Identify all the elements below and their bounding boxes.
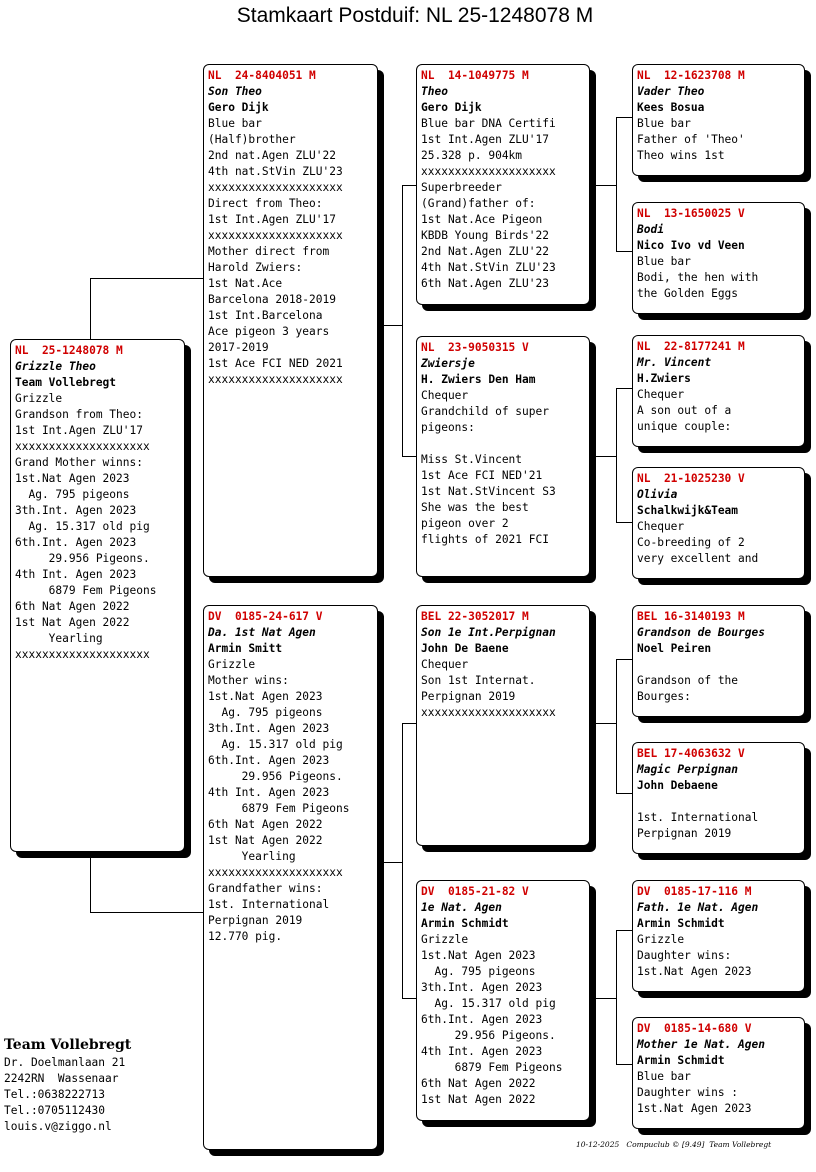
card-detail-line: 3th.Int. Agen 2023 xyxy=(208,722,330,735)
card-detail-line: 2017-2019 xyxy=(208,341,269,354)
card-detail-line: Son 1st Internat. xyxy=(421,674,536,687)
pigeon-name: Fath. 1e Nat. Agen xyxy=(637,901,759,914)
ring-number: NL 13-1650025 V xyxy=(637,207,745,220)
card-detail-line: Father of 'Theo' xyxy=(637,133,745,146)
card-detail-line: 12.770 pig. xyxy=(208,930,283,943)
card-detail-line: 6879 Fem Pigeons xyxy=(208,802,350,815)
card-detail-line: Perpignan 2019 xyxy=(637,827,732,840)
owner-city: 2242RN Wassenaar xyxy=(4,1072,119,1085)
card-detail-line: Chequer xyxy=(637,520,685,533)
card-detail-line: Daughter wins: xyxy=(637,949,732,962)
card-detail-line: Yearling xyxy=(208,850,296,863)
ring-number: BEL 22-3052017 M xyxy=(421,610,529,623)
card-detail-line: Ag. 795 pigeons xyxy=(15,488,130,501)
card-detail-line xyxy=(421,436,585,452)
card-detail-line: 6th.Int. Agen 2023 xyxy=(15,536,137,549)
connector-line xyxy=(90,858,91,913)
pigeon-card-mother-father xyxy=(416,605,590,846)
card-detail-line: 6879 Fem Pigeons xyxy=(421,1061,563,1074)
ring-number: NL 12-1623708 M xyxy=(637,69,745,82)
connector-line xyxy=(616,659,632,660)
card-detail-line: the Golden Eggs xyxy=(637,287,739,300)
connector-line xyxy=(402,185,403,456)
card-detail-line: 1st Ace FCI NED 2021 xyxy=(208,357,343,370)
pigeon-card-mmf xyxy=(632,880,805,992)
card-detail-line: 4th Int. Agen 2023 xyxy=(208,786,330,799)
card-detail-line: 4th Nat.StVin ZLU'23 xyxy=(421,261,556,274)
pigeon-card-subject xyxy=(10,339,185,852)
card-detail-line: xxxxxxxxxxxxxxxxxxxx xyxy=(421,165,556,178)
card-detail-line: 29.956 Pigeons. xyxy=(421,1029,556,1042)
ring-number: NL 23-9050315 V xyxy=(421,341,529,354)
card-detail-line: 29.956 Pigeons. xyxy=(208,770,343,783)
card-detail-line: 29.956 Pigeons. xyxy=(15,552,150,565)
card-detail-line: xxxxxxxxxxxxxxxxxxxx xyxy=(208,866,343,879)
card-detail-line: Blue bar xyxy=(208,117,262,130)
breeder-name: John Debaene xyxy=(637,779,718,792)
pigeon-name: Olivia xyxy=(637,488,678,501)
card-detail-line: 1st.Nat Agen 2023 xyxy=(421,949,536,962)
card-detail-line: 6th.Int. Agen 2023 xyxy=(208,754,330,767)
breeder-name: Schalkwijk&Team xyxy=(637,504,739,517)
owner-phone-2: Tel.:0705112430 xyxy=(4,1104,106,1117)
connector-line xyxy=(90,278,91,340)
card-detail-line: Perpignan 2019 xyxy=(208,914,303,927)
pigeon-card-ffm xyxy=(632,202,805,314)
card-detail-line: Grizzle xyxy=(15,392,63,405)
card-detail-line: Grandfather wins: xyxy=(208,882,323,895)
card-detail-line: 25.328 p. 904km xyxy=(421,149,523,162)
card-detail-line: Blue bar DNA Certifi xyxy=(421,117,556,130)
breeder-name: John De Baene xyxy=(421,642,509,655)
card-detail-line: flights of 2021 FCI xyxy=(421,533,549,546)
card-detail-line: Harold Zwiers: xyxy=(208,261,303,274)
connector-line xyxy=(590,998,616,999)
ring-number: NL 25-1248078 M xyxy=(15,344,123,357)
card-detail-line: xxxxxxxxxxxxxxxxxxxx xyxy=(15,440,150,453)
card-detail-line: Superbreeder xyxy=(421,181,502,194)
card-detail-line: 6th Nat Agen 2022 xyxy=(15,600,130,613)
pigeon-card-fff xyxy=(632,64,805,176)
ring-number: NL 24-8404051 M xyxy=(208,69,316,82)
card-detail-line xyxy=(637,794,800,810)
card-detail-line: 6th Nat.Agen ZLU'23 xyxy=(421,277,549,290)
pigeon-card-mmm xyxy=(632,1017,805,1129)
owner-address: Dr. Doelmanlaan 21 xyxy=(4,1056,126,1069)
card-detail-line: Grandchild of super xyxy=(421,405,549,418)
pigeon-name: 1e Nat. Agen xyxy=(421,901,502,914)
print-credit: 10-12-2025 Compuclub © [9.49] Team Vollebregt xyxy=(576,1140,772,1149)
breeder-name: Armin Schmidt xyxy=(637,1054,725,1067)
card-detail-line: Grizzle xyxy=(208,658,256,671)
connector-line xyxy=(402,723,403,999)
ring-number: DV 0185-24-617 V xyxy=(208,610,323,623)
connector-line xyxy=(616,930,617,1065)
card-detail-line: xxxxxxxxxxxxxxxxxxxx xyxy=(15,648,150,661)
connector-line xyxy=(378,325,402,326)
card-detail-line: Daughter wins : xyxy=(637,1086,739,1099)
pigeon-name: Son 1e Int.Perpignan xyxy=(421,626,556,639)
card-detail-line: Bodi, the hen with xyxy=(637,271,759,284)
pigeon-card-father-father xyxy=(416,64,590,305)
connector-line xyxy=(616,1064,632,1065)
connector-line xyxy=(402,185,417,186)
card-detail-line: 1st. International xyxy=(208,898,330,911)
card-detail-line: 6th.Int. Agen 2023 xyxy=(421,1013,543,1026)
card-detail-line: 1st Int.Agen ZLU'17 xyxy=(15,424,143,437)
connector-line xyxy=(402,456,417,457)
card-detail-line: 3th.Int. Agen 2023 xyxy=(15,504,137,517)
connector-line xyxy=(590,723,616,724)
pigeon-card-mfm xyxy=(632,742,805,854)
breeder-name: Team Vollebregt xyxy=(15,376,117,389)
card-detail-line: 6879 Fem Pigeons xyxy=(15,584,157,597)
pigeon-name: Bodi xyxy=(637,223,664,236)
ring-number: BEL 16-3140193 M xyxy=(637,610,745,623)
connector-line xyxy=(90,912,204,913)
card-detail-line: Blue bar xyxy=(637,255,691,268)
pigeon-name: Grandson de Bourges xyxy=(637,626,765,639)
card-detail-line: Mother direct from xyxy=(208,245,330,258)
breeder-name: H.Zwiers xyxy=(637,372,691,385)
card-detail-line: Ag. 15.317 old pig xyxy=(208,738,343,751)
card-detail-line: Blue bar xyxy=(637,117,691,130)
card-detail-line: very excellent and xyxy=(637,552,759,565)
owner-name: Team Vollebregt xyxy=(4,1037,132,1053)
connector-line xyxy=(616,117,617,252)
connector-line xyxy=(590,456,616,457)
card-detail-line: (Half)brother xyxy=(208,133,296,146)
pigeon-name: Grizzle Theo xyxy=(15,360,96,373)
card-detail-line: Theo wins 1st xyxy=(637,149,725,162)
breeder-name: Armin Smitt xyxy=(208,642,283,655)
card-detail-line: 2nd nat.Agen ZLU'22 xyxy=(208,149,336,162)
card-detail-line: Chequer xyxy=(421,658,469,671)
card-detail-line: Bourges: xyxy=(637,690,691,703)
card-detail-line: xxxxxxxxxxxxxxxxxxxx xyxy=(421,706,556,719)
card-detail-line: Grizzle xyxy=(421,933,469,946)
card-detail-line: xxxxxxxxxxxxxxxxxxxx xyxy=(208,181,343,194)
card-detail-line: Mother wins: xyxy=(208,674,289,687)
connector-line xyxy=(402,723,417,724)
card-detail-line: 1st Nat Agen 2022 xyxy=(421,1093,536,1106)
card-detail-line: Chequer xyxy=(637,388,685,401)
card-detail-line: xxxxxxxxxxxxxxxxxxxx xyxy=(208,229,343,242)
breeder-name: Noel Peiren xyxy=(637,642,712,655)
card-detail-line: 3th.Int. Agen 2023 xyxy=(421,981,543,994)
card-detail-line: unique couple: xyxy=(637,420,732,433)
card-detail-line: 4th nat.StVin ZLU'23 xyxy=(208,165,343,178)
connector-line xyxy=(616,659,617,794)
card-detail-line: 1st Nat Agen 2022 xyxy=(208,834,323,847)
pigeon-name: Mother 1e Nat. Agen xyxy=(637,1038,765,1051)
ring-number: NL 22-8177241 M xyxy=(637,340,745,353)
card-detail-line: 2nd Nat.Agen ZLU'22 xyxy=(421,245,549,258)
ring-number: BEL 17-4063632 V xyxy=(637,747,745,760)
pigeon-name: Theo xyxy=(421,85,448,98)
card-detail-line: 1st.Nat Agen 2023 xyxy=(637,1102,752,1115)
card-detail-line: 1st Nat.StVincent S3 xyxy=(421,485,556,498)
connector-line xyxy=(616,388,632,389)
card-detail-line: 1st Ace FCI NED'21 xyxy=(421,469,543,482)
card-detail-line: Ag. 15.317 old pig xyxy=(15,520,150,533)
card-detail-line: Grandson of the xyxy=(637,674,739,687)
card-detail-line: Ag. 795 pigeons xyxy=(421,965,536,978)
connector-line xyxy=(616,522,632,523)
connector-line xyxy=(402,998,417,999)
card-detail-line: Co-breeding of 2 xyxy=(637,536,745,549)
card-detail-line: KBDB Young Birds'22 xyxy=(421,229,549,242)
connector-line xyxy=(378,862,402,863)
pigeon-name: Zwiersje xyxy=(421,357,475,370)
connector-line xyxy=(616,930,632,931)
card-detail-line: Perpignan 2019 xyxy=(421,690,516,703)
card-detail-line: Grizzle xyxy=(637,933,685,946)
card-detail-line: Grand Mother winns: xyxy=(15,456,143,469)
breeder-name: Armin Schmidt xyxy=(421,917,509,930)
connector-line xyxy=(90,278,204,279)
pigeon-card-fmf xyxy=(632,335,805,447)
pigeon-name: Vader Theo xyxy=(637,85,705,98)
breeder-name: Kees Bosua xyxy=(637,101,705,114)
card-detail-line: Miss St.Vincent xyxy=(421,453,523,466)
card-detail-line: 1st Int.Agen ZLU'17 xyxy=(421,133,549,146)
connector-line xyxy=(590,185,616,186)
card-detail-line: pigeons: xyxy=(421,421,475,434)
breeder-name: Nico Ivo vd Veen xyxy=(637,239,745,252)
ring-number: DV 0185-14-680 V xyxy=(637,1022,752,1035)
card-detail-line: Barcelona 2018-2019 xyxy=(208,293,336,306)
pigeon-card-father-mother xyxy=(416,336,590,577)
pigeon-card-mother xyxy=(203,605,378,1150)
owner-email: louis.v@ziggo.nl xyxy=(4,1120,112,1133)
pigeon-name: Son Theo xyxy=(208,85,262,98)
pigeon-name: Da. 1st Nat Agen xyxy=(208,626,316,639)
owner-address-block xyxy=(4,1035,131,1135)
card-detail-line: (Grand)father of: xyxy=(421,197,536,210)
breeder-name: Gero Dijk xyxy=(208,101,269,114)
card-detail-line: Blue bar xyxy=(637,1070,691,1083)
card-detail-line: She was the best xyxy=(421,501,529,514)
connector-line xyxy=(616,388,617,523)
card-detail-line: Ag. 795 pigeons xyxy=(208,706,323,719)
connector-line xyxy=(616,251,632,252)
card-detail-line xyxy=(637,657,800,673)
connector-line xyxy=(616,793,632,794)
breeder-name: Armin Schmidt xyxy=(637,917,725,930)
card-detail-line: 1st Nat Agen 2022 xyxy=(15,616,130,629)
card-detail-line: 6th Nat Agen 2022 xyxy=(208,818,323,831)
card-detail-line: Yearling xyxy=(15,632,103,645)
card-detail-line: 6th Nat Agen 2022 xyxy=(421,1077,536,1090)
card-detail-line: 1st Int.Agen ZLU'17 xyxy=(208,213,336,226)
card-detail-line: 1st.Nat Agen 2023 xyxy=(637,965,752,978)
card-detail-line: Chequer xyxy=(421,389,469,402)
ring-number: DV 0185-21-82 V xyxy=(421,885,529,898)
card-detail-line: 1st. International xyxy=(637,811,759,824)
card-detail-line: 1st Nat.Ace xyxy=(208,277,283,290)
ring-number: DV 0185-17-116 M xyxy=(637,885,752,898)
connector-line xyxy=(616,117,632,118)
card-detail-line: xxxxxxxxxxxxxxxxxxxx xyxy=(208,373,343,386)
card-detail-line: pigeon over 2 xyxy=(421,517,509,530)
breeder-name: Gero Dijk xyxy=(421,101,482,114)
card-detail-line: Direct from Theo: xyxy=(208,197,323,210)
pigeon-card-mff xyxy=(632,605,805,717)
card-detail-line: A son out of a xyxy=(637,404,732,417)
pigeon-name: Magic Perpignan xyxy=(637,763,739,776)
card-detail-line: 1st Nat.Ace Pigeon xyxy=(421,213,543,226)
card-detail-line: Ace pigeon 3 years xyxy=(208,325,330,338)
pigeon-card-father xyxy=(203,64,378,577)
owner-phone-1: Tel.:0638222713 xyxy=(4,1088,106,1101)
card-detail-line: 1st.Nat Agen 2023 xyxy=(15,472,130,485)
breeder-name: H. Zwiers Den Ham xyxy=(421,373,536,386)
pigeon-name: Mr. Vincent xyxy=(637,356,712,369)
pigeon-card-mother-mother xyxy=(416,880,590,1121)
card-detail-line: 4th Int. Agen 2023 xyxy=(421,1045,543,1058)
card-detail-line: 4th Int. Agen 2023 xyxy=(15,568,137,581)
ring-number: NL 14-1049775 M xyxy=(421,69,529,82)
card-detail-line: 1st Int.Barcelona xyxy=(208,309,323,322)
card-detail-line: Ag. 15.317 old pig xyxy=(421,997,556,1010)
card-detail-line: 1st.Nat Agen 2023 xyxy=(208,690,323,703)
pigeon-card-fmm xyxy=(632,467,805,579)
page-title: Stamkaart Postduif: NL 25-1248078 M xyxy=(236,4,594,27)
card-detail-line: Grandson from Theo: xyxy=(15,408,143,421)
ring-number: NL 21-1025230 V xyxy=(637,472,745,485)
